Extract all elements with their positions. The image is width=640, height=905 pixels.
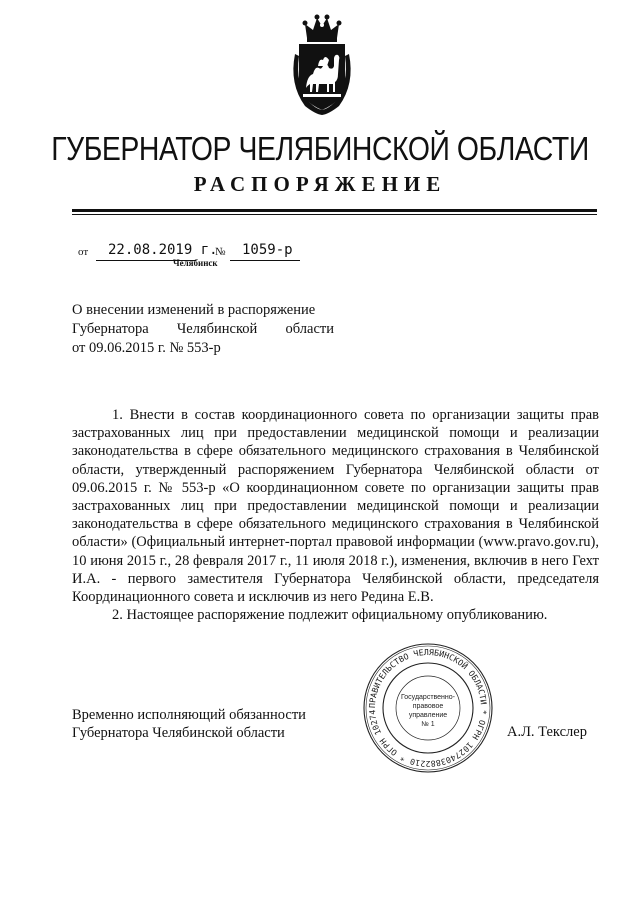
signatory-name: А.Л. Текслер xyxy=(507,724,587,740)
body-paragraph-2: 2. Настоящее распоряжение подлежит официальному опубликованию. xyxy=(112,607,548,624)
document-date: 22.08.2019 г. xyxy=(108,242,218,258)
stamp-center-line-1: Государственно- xyxy=(400,694,456,701)
signatory-position-line-2: Губернатора Челябинской области xyxy=(72,725,285,741)
header-rule-thin xyxy=(72,214,597,215)
official-stamp xyxy=(361,641,495,775)
subject-line-3: от 09.06.2015 г. № 553-р xyxy=(72,340,221,356)
document-subject xyxy=(72,301,334,358)
signatory-position xyxy=(72,706,306,742)
subject-line-2: Губернатора Челябинской области xyxy=(72,321,334,337)
document-body xyxy=(72,406,599,624)
header-rule-thick xyxy=(72,209,597,212)
number-label: № xyxy=(215,246,226,258)
signatory-position-line-1: Временно исполняющий обязанности xyxy=(72,707,306,723)
document-number: 1059-р xyxy=(242,242,293,258)
page-title: ГУБЕРНАТОР ЧЕЛЯБИНСКОЙ ОБЛАСТИ xyxy=(51,130,589,167)
subject-line-1: О внесении изменений в распоряжение xyxy=(72,302,316,318)
date-label: от xyxy=(78,246,89,258)
stamp-center-line-4: № 1 xyxy=(421,721,435,728)
stamp-center-line-3: управление xyxy=(408,712,448,719)
stamp-center-line-2: правовое xyxy=(412,703,444,710)
document-type: РАСПОРЯЖЕНИЕ xyxy=(193,172,447,196)
city-name: Челябинск xyxy=(173,258,218,268)
body-paragraph-1: 1. Внести в состав координационного совета по организации защиты прав застрахованных лиц при предоставлении медицинской помощи и реализации законодательства в сфере обязательного медицинского страхования в Челябинской области, утвержденный распоряжением Губернатора Челябинской области от 09.06.2015 г. № 553-р «О координационном совете по организации защиты прав застрахованных лиц при предоставлении медицинской помощи и реализации законодательства в сфере обязательного медицинского страхования в Челябинской области» (Официальный интернет-портал правовой информации (www.pravo.gov.ru), 10 июня 2015 г., 28 февраля 2017 г., 11 июля 2018 г.), изменения, включив в него Гехт И.А. - первого заместителя Губернатора Челябинской области, председателя Координационного совета и исключив из него Редина Е.В. xyxy=(72,407,599,606)
coat-of-arms-icon xyxy=(285,14,359,118)
stamp-ring-text: ПРАВИТЕЛЬСТВО ЧЕЛЯБИНСКОЙ ОБЛАСТИ * ОГРН 1027403882210 * ОГРН 10274 xyxy=(366,646,490,770)
